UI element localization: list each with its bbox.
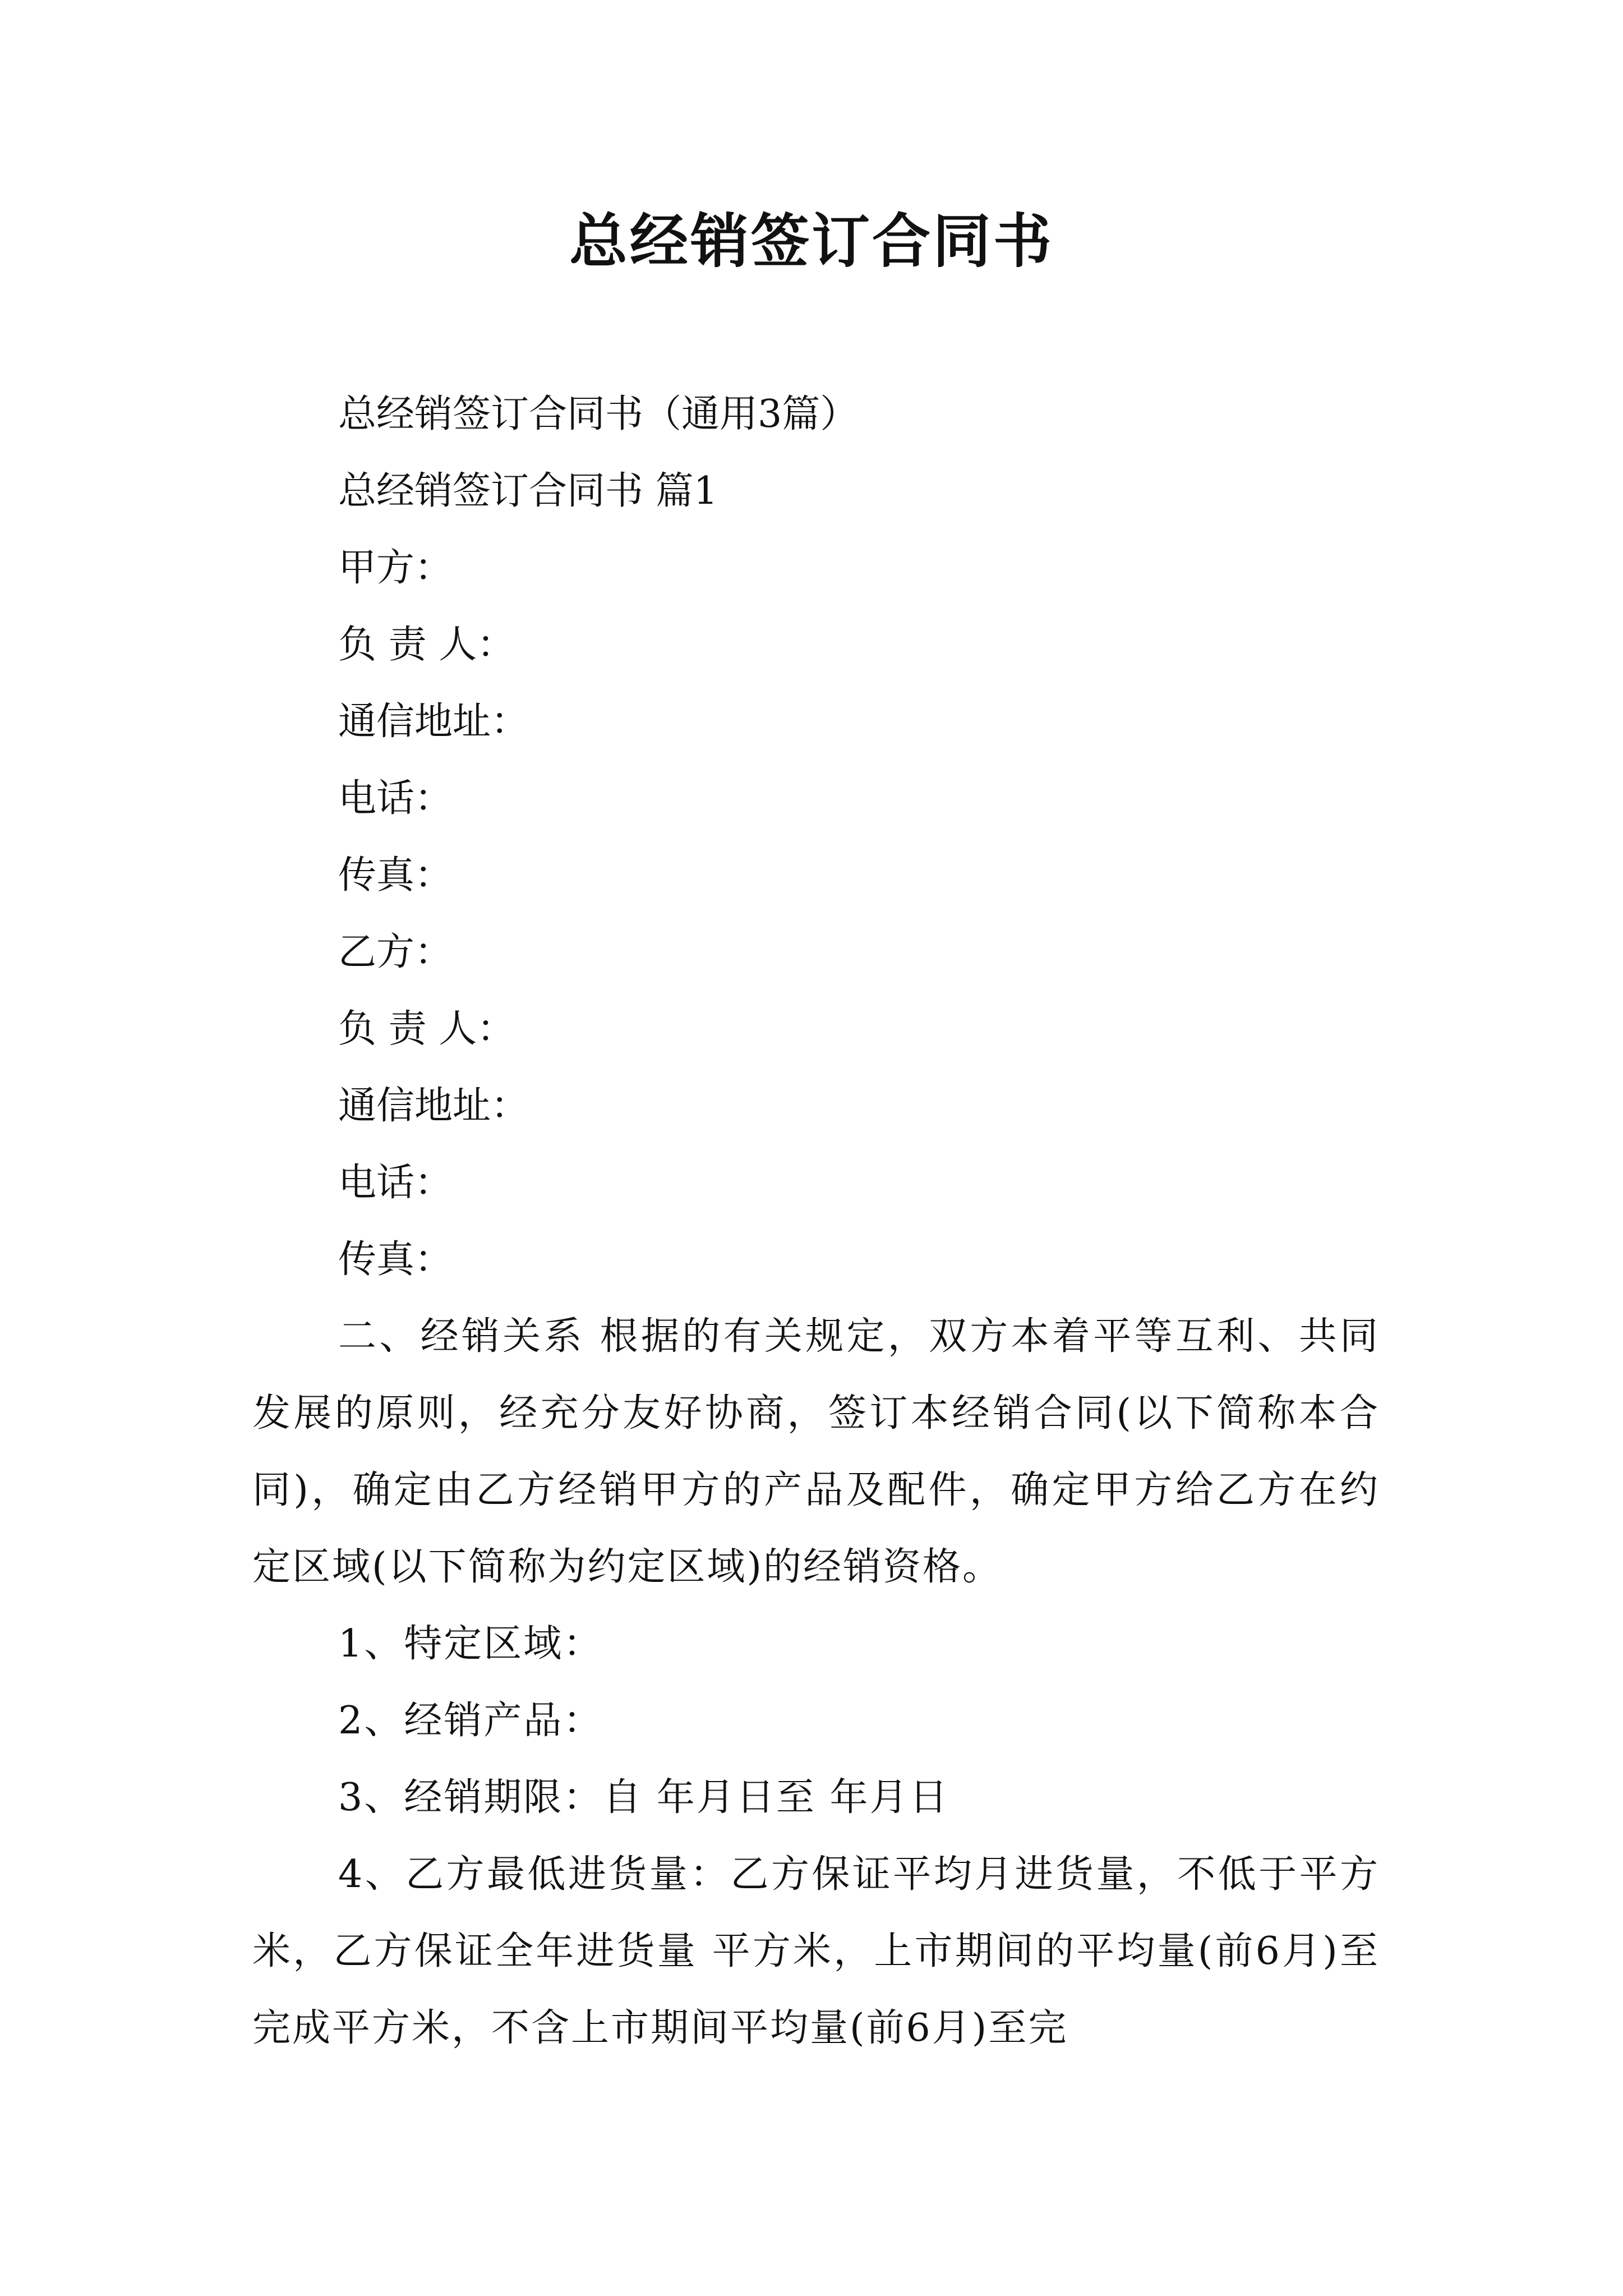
party-b-fax-label: 传真： (338, 1237, 453, 1282)
party-b-address-label: 通信地址： (338, 1084, 529, 1128)
party-a-label: 甲方： (338, 546, 453, 590)
clause-term: 3、经销期限：自 年月日至 年月日 (338, 1775, 949, 1820)
party-a-address-label: 通信地址： (338, 700, 529, 744)
document-body (252, 376, 1380, 2067)
party-b-phone-label: 电话： (338, 1161, 453, 1205)
document-subtitle: 总经销签订合同书（通用3篇） (338, 392, 859, 436)
chapter-heading: 总经销签订合同书 篇1 (338, 469, 718, 513)
clause-specific-region: 1、特定区域： (338, 1622, 603, 1666)
party-a-fax-label: 传真： (338, 853, 453, 898)
distribution-relation-paragraph: 二、经销关系 根据的有关规定，双方本着平等互利、共同发展的原则，经充分友好协商，签订本经销合同(以下简称本合同)，确定由乙方经销甲方的产品及配件，确定甲方给乙方在约定区域(以下简称为约定区域)的经销资格。 (252, 1314, 1380, 1589)
party-b-person-label: 负 责 人： (338, 1007, 515, 1051)
clause-products: 2、经销产品： (338, 1699, 603, 1743)
party-a-person-label: 负 责 人： (338, 623, 515, 667)
clause-minimum-purchase: 4、乙方最低进货量：乙方保证平均月进货量，不低于平方米，乙方保证全年进货量 平方米，上市期间的平均量(前6月)至完成平方米，不含上市期间平均量(前6月)至完 (252, 1852, 1380, 2050)
party-b-label: 乙方： (338, 930, 453, 974)
party-a-phone-label: 电话： (338, 776, 453, 821)
document-title: 总经销签订合同书 (569, 207, 1054, 275)
